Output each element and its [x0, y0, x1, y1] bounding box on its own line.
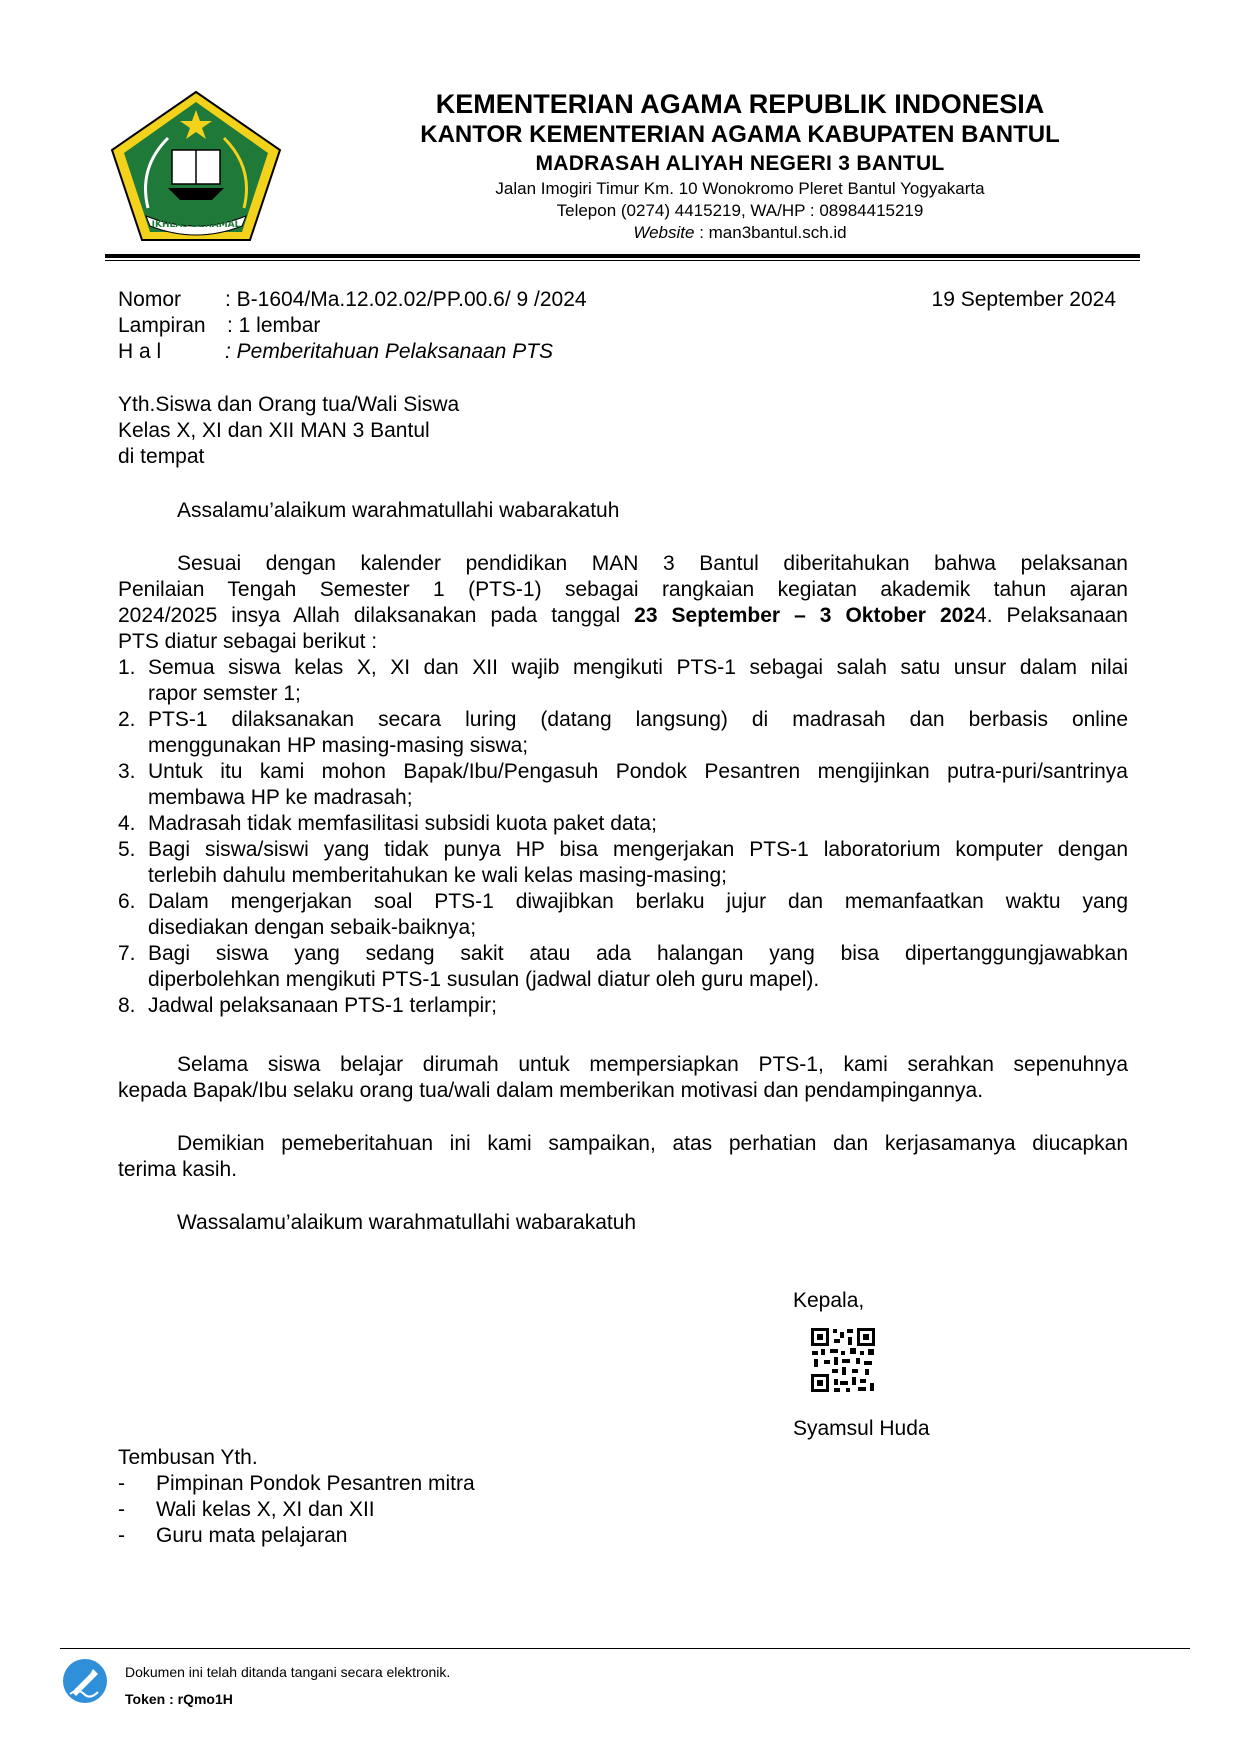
website-value: : man3bantul.sch.id [694, 223, 847, 242]
list-item-text-2: membawa HP ke madrasah; [148, 786, 413, 809]
cc-item-text: Pimpinan Pondok Pesantren mitra [156, 1472, 475, 1495]
list-item-number: 2. [118, 708, 136, 731]
cc-bullet: - [118, 1472, 125, 1495]
list-item [0, 707, 1241, 759]
list-item-text-1: Semua siswa kelas X, XI dan XII wajib mengikuti PTS-1 sebagai salah satu unsur dalam nilai [148, 656, 1128, 679]
signature-qr-code [810, 1327, 876, 1393]
list-item-number: 5. [118, 838, 136, 861]
list-item-text-1: Bagi siswa/siswi yang tidak punya HP bisa mengerjakan PTS-1 laboratorium komputer dengan [148, 838, 1128, 861]
list-item-number: 3. [118, 760, 136, 783]
paragraph-1-line-2: Penilaian Tengah Semester 1 (PTS-1) sebagai rangkaian kegiatan akademik tahun ajaran [118, 578, 1128, 601]
list-item [0, 837, 1241, 889]
paragraph-2-line-2: kepada Bapak/Ibu selaku orang tua/wali dalam memberikan motivasi dan pendampingannya. [118, 1079, 984, 1102]
cc-item [118, 1471, 475, 1497]
greeting: Assalamu’alaikum warahmatullahi wabarakatuh [177, 499, 620, 522]
paragraph-2-line-1: Selama siswa belajar dirumah untuk mempersiapkan PTS-1, kami serahkan sepenuhnya [177, 1053, 1128, 1076]
closing-greeting: Wassalamu’alaikum warahmatullahi wabarakatuh [177, 1211, 637, 1234]
list-item-text-2: menggunakan HP masing-masing siswa; [148, 734, 529, 757]
letterhead-rule [105, 254, 1140, 258]
hal-value: : Pemberitahuan Pelaksanaan PTS [225, 340, 554, 363]
kop-website [330, 222, 1150, 244]
list-item-text-2: terlebih dahulu memberitahukan ke wali kelas masing-masing; [148, 864, 727, 887]
list-item [0, 811, 1241, 837]
rules-list [0, 655, 1241, 1025]
list-item-text-2: disediakan dengan sebaik-baiknya; [148, 916, 477, 939]
list-item-number: 8. [118, 994, 136, 1017]
list-item-number: 4. [118, 812, 136, 835]
list-item-text-1: Dalam mengerjakan soal PTS-1 diwajibkan berlaku jujur dan memanfaatkan waktu yang [148, 890, 1128, 913]
footer-rule [60, 1648, 1190, 1649]
paragraph-1-line-4: PTS diatur sebagai berikut : [118, 630, 378, 653]
list-item-text-2: rapor semster 1; [148, 682, 301, 705]
p1-text-c: 4. Pelaksanaan [975, 604, 1128, 627]
list-item-number: 6. [118, 890, 136, 913]
letterhead [330, 88, 1150, 244]
lampiran-value: : 1 lembar [227, 314, 321, 337]
list-item-text-1: Untuk itu kami mohon Bapak/Ibu/Pengasuh Pondok Pesantren mengijinkan putra-puri/santrinya [148, 760, 1128, 783]
list-item [0, 941, 1241, 993]
list-item-text-1: Madrasah tidak memfasilitasi subsidi kuota paket data; [148, 812, 657, 835]
kop-address: Jalan Imogiri Timur Km. 10 Wonokromo Pleret Bantul Yogyakarta [495, 179, 985, 198]
list-item [0, 759, 1241, 811]
kop-school: MADRASAH ALIYAH NEGERI 3 BANTUL [535, 152, 945, 175]
kop-phone: Telepon (0274) 4415219, WA/HP : 08984415219 [556, 201, 924, 220]
cc-item-text: Wali kelas X, XI dan XII [156, 1498, 375, 1521]
hal-label: H a l [118, 340, 162, 363]
recipient-line-1: Yth.Siswa dan Orang tua/Wali Siswa [118, 393, 460, 416]
cc-bullet: - [118, 1524, 125, 1547]
exam-dates: 23 September – 3 Oktober 202 [634, 604, 976, 627]
kop-ministry: KEMENTERIAN AGAMA REPUBLIK INDONESIA [435, 89, 1045, 119]
cc-title: Tembusan Yth. [118, 1446, 258, 1469]
e-signature-badge-icon [62, 1658, 108, 1704]
cc-bullet: - [118, 1498, 125, 1521]
list-item [0, 889, 1241, 941]
paragraph-1-line-1: Sesuai dengan kalender pendidikan MAN 3 Bantul diberitahukan bahwa pelaksanan [177, 552, 1128, 575]
ministry-logo [108, 88, 284, 244]
signature-title: Kepala, [793, 1289, 865, 1312]
p1-text-a: 2024/2025 insya Allah dilaksanakan pada tanggal [118, 604, 635, 627]
recipient-line-2: Kelas X, XI dan XII MAN 3 Bantul [118, 419, 430, 442]
list-item-number: 7. [118, 942, 136, 965]
nomor-label: Nomor [118, 288, 182, 311]
recipient-line-3: di tempat [118, 445, 205, 468]
list-item-text-1: PTS-1 dilaksanakan secara luring (datang langsung) di madrasah dan berbasis online [148, 708, 1128, 731]
kop-office: KANTOR KEMENTERIAN AGAMA KABUPATEN BANTUL [420, 121, 1060, 148]
list-item-number: 1. [118, 656, 136, 679]
list-item-text-1: Bagi siswa yang sedang sakit atau ada halangan yang bisa dipertanggungjawabkan [148, 942, 1128, 965]
cc-item-text: Guru mata pelajaran [156, 1524, 348, 1547]
list-item-text-1: Jadwal pelaksanaan PTS-1 terlampir; [148, 994, 498, 1017]
footer-note: Dokumen ini telah ditanda tangani secara elektronik. [125, 1664, 451, 1680]
paragraph-1-line-3 [118, 603, 1128, 629]
lampiran-label: Lampiran [118, 314, 206, 337]
nomor-value: : B-1604/Ma.12.02.02/PP.00.6/ 9 /2024 [225, 288, 587, 311]
paragraph-3-line-2: terima kasih. [118, 1158, 238, 1181]
footer-token: Token : rQmo1H [125, 1691, 233, 1707]
letterhead-rule-thin [105, 260, 1140, 261]
signatory-name: Syamsul Huda [793, 1417, 930, 1440]
website-label: Website [633, 223, 695, 242]
logo-motto: IKHLAS BERAMAL [151, 220, 241, 230]
letter-date: 19 September 2024 [931, 288, 1116, 311]
list-item [0, 655, 1241, 707]
cc-item [118, 1523, 347, 1549]
paragraph-3-line-1: Demikian pemeberitahuan ini kami sampaikan, atas perhatian dan kerjasamanya diucapkan [177, 1132, 1128, 1155]
list-item [0, 993, 1241, 1019]
list-item-text-2: diperbolehkan mengikuti PTS-1 susulan (jadwal diatur oleh guru mapel). [148, 968, 820, 991]
cc-item [118, 1497, 375, 1523]
